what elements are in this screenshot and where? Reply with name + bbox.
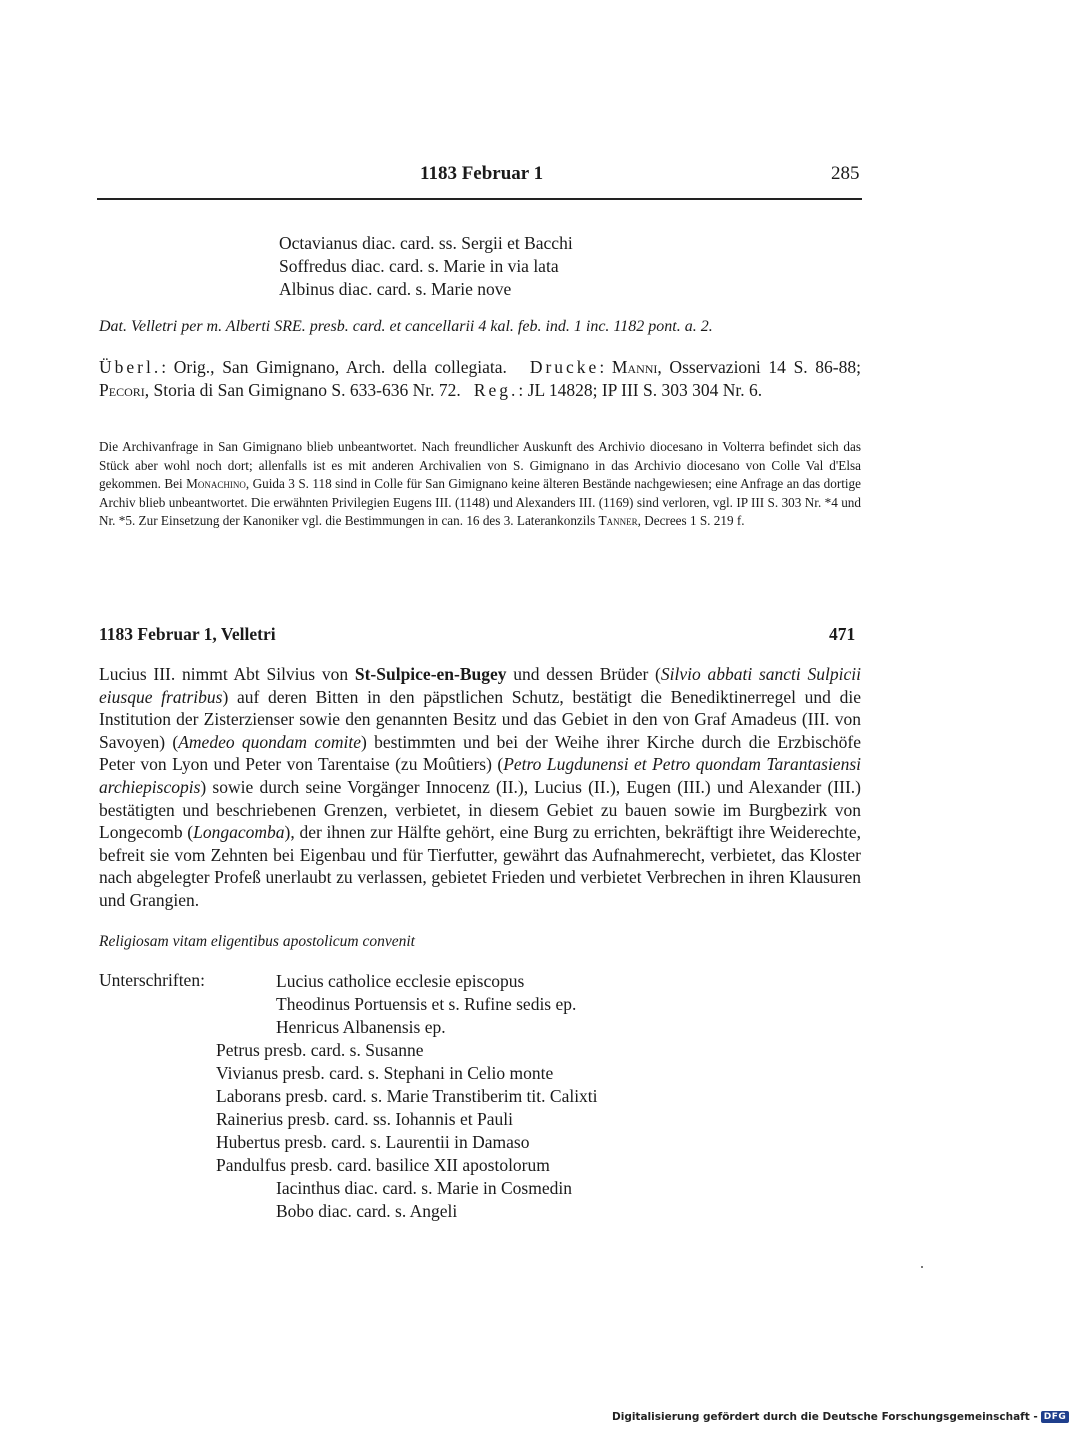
commentary-note	[99, 438, 861, 531]
latin-quote: Silvio abbati sancti Sulpicii eiusque fratribus	[99, 664, 861, 707]
subscription-line: Hubertus presb. card. s. Laurentii in Damaso	[216, 1132, 530, 1152]
document-heading: 1183 Februar 1, Velletri	[99, 624, 276, 644]
drucke-colon: :	[599, 357, 605, 377]
incipit: Religiosam vitam eligentibus apostolicum convenit	[99, 933, 415, 950]
document-number: 471	[829, 624, 856, 644]
author-manni: Manni	[611, 357, 658, 377]
signature-line: Albinus diac. card. s. Marie nove	[279, 279, 512, 299]
signature-line: Soffredus diac. card. s. Marie in via lata	[279, 256, 559, 276]
subscription-line: Laborans presb. card. s. Marie Transtiberim tit. Calixti	[216, 1086, 598, 1106]
latin-quote: Longacomba	[193, 822, 285, 843]
ueberl-label: Überl.	[99, 357, 162, 377]
page-number: 285	[831, 163, 860, 184]
latin-quote: Petro Lugdunensi et Petro quondam Tarantasiensi archiepiscopis	[99, 754, 862, 797]
subscription-line: Pandulfus presb. card. basilice XII apostolorum	[216, 1155, 550, 1175]
subscription-line: Rainerius presb. card. ss. Iohannis et Pauli	[216, 1109, 513, 1129]
subscription-line: Lucius catholice ecclesie episcopus	[276, 971, 525, 991]
author-tanner: Tanner	[598, 513, 638, 528]
header-rule	[97, 198, 862, 200]
latin-quote: Amedeo quondam comite	[178, 731, 362, 752]
reg-label: Reg.	[473, 380, 519, 400]
subscriptions-label: Unterschriften:	[99, 970, 205, 990]
author-pecori: Pecori	[99, 380, 145, 400]
tradition-paragraph	[99, 356, 861, 402]
margin-mark	[921, 1266, 923, 1268]
regest-text: und dessen Brüder (	[506, 664, 661, 684]
regest-text: Lucius III. nimmt Abt Silvius von	[99, 664, 355, 684]
reg-text: : JL 14828; IP III S. 303 304 Nr. 6.	[518, 380, 763, 400]
drucke-text-2: , Storia di San Gimignano S. 633-636 Nr. 72.	[144, 380, 461, 400]
subscription-line: Petrus presb. card. s. Susanne	[216, 1040, 424, 1060]
digitization-footer	[612, 1411, 1069, 1423]
footer-text: Digitalisierung gefördert durch die Deutsche Forschungsgemeinschaft -	[612, 1411, 1038, 1423]
note-part-3: , Decrees 1 S. 219 f.	[637, 513, 745, 528]
subscription-line: Theodinus Portuensis et s. Rufine sedis ep.	[276, 994, 577, 1014]
regest-text: ) sowie durch seine Vorgänger Innocenz (II.), Lucius (II.), Eugen (III.) und Alexander (III.) bestätigten und beschriebenen Grenzen, verbietet, in diesem Gebiet zu bauen sowie im Burgbezirk von Longecomb (	[99, 776, 861, 843]
datum-line: Dat. Velletri per m. Alberti SRE. presb. card. et cancellarii 4 kal. feb. ind. 1 inc. 1182 pont. a. 2.	[99, 318, 713, 335]
dfg-logo-icon: DFG	[1041, 1411, 1069, 1423]
running-header-title: 1183 Februar 1	[420, 163, 544, 184]
subscription-line: Iacinthus diac. card. s. Marie in Cosmedin	[276, 1178, 572, 1198]
drucke-label: Drucke	[529, 357, 600, 377]
subscription-line: Bobo diac. card. s. Angeli	[276, 1201, 458, 1221]
regest-text: ) bestimmten und bei der Weihe ihrer Kirche durch die Erzbischöfe Peter von Lyon und Peter von Tarentaise (zu Moûtiers) (	[99, 731, 861, 775]
subscription-line: Vivianus presb. card. s. Stephani in Celio monte	[216, 1063, 554, 1083]
note-part-1: Die Archivanfrage in San Gimignano blieb unbeantwortet. Nach freundlicher Auskunft des Archivio diocesano in Volterra befindet sich das Stück aber wohl noch dort; allenfalls ist es mit anderen Archivalien von S. Gimignano in das Archivio diocesano von Colle Val d'Elsa gekommen. Bei	[99, 439, 861, 491]
regest-text: ) auf deren Bitten in den päpstlichen Schutz, bestätigt die Benediktinerregel und die Institution der Zisterzienser sowie den genannten Besitz und das Gebiet in den von Graf Amadeus (III. von Savoyen) (	[99, 686, 861, 752]
drucke-text-1: , Osservazioni 14 S. 86-88;	[657, 357, 862, 377]
ueberl-text: : Orig., San Gimignano, Arch. della collegiata.	[161, 357, 507, 377]
subscription-line: Henricus Albanensis ep.	[276, 1017, 446, 1037]
author-monachino: Monachino	[186, 476, 246, 491]
regest-text: ), der ihnen zur Hälfte gehört, eine Burg zu errichten, bekräftigt ihre Weiderechte, befreit sie vom Zehnten bei Eigenbau und für Tierfutter, gewährt das Aufnahmerecht, verbietet, das Kloster nach abgelegter Profeß unerlaubt zu verlassen, gebietet Frieden und verbietet Verbrechen in ihren Klausuren und Grangien.	[99, 822, 861, 910]
regest-paragraph	[99, 663, 861, 912]
signature-line: Octavianus diac. card. ss. Sergii et Bacchi	[279, 233, 573, 253]
place-name: St-Sulpice-en-Bugey	[354, 664, 507, 684]
note-part-2: , Guida 3 S. 118 sind in Colle für San Gimignano keine älteren Bestände nachgewiesen; eine Anfrage an das dortige Archiv blieb unbeantwortet. Die erwähnten Privilegien Eugens III. (1148) und Alexanders III. (1169) sind verloren, vgl. IP III S. 303 Nr. *4 und Nr. *5. Zur Einsetzung der Kanoniker vgl. die Bestimmungen in can. 16 des 3. Laterankonzils	[99, 476, 862, 528]
